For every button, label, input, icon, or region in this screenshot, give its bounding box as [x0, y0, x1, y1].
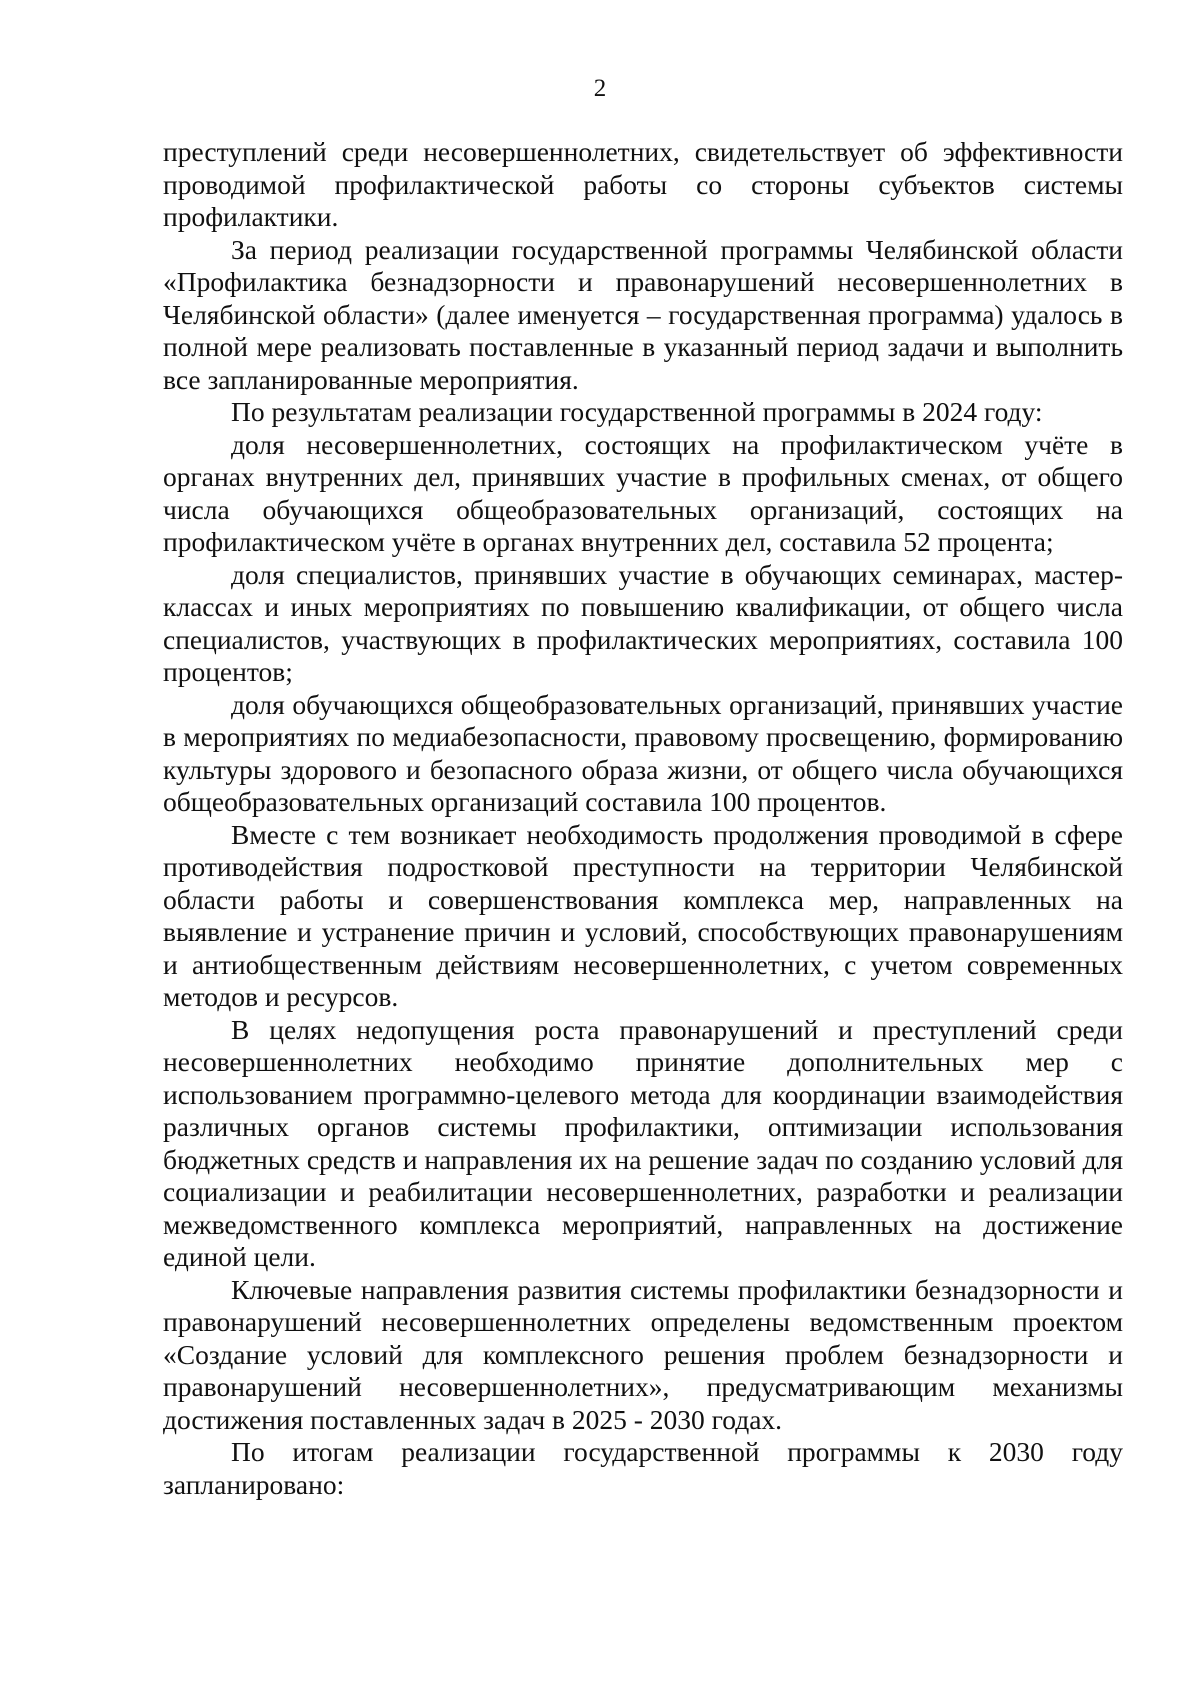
paragraph-minors-share: доля несовершеннолетних, состоящих на профилактическом учёте в органах внутренних дел, принявших участие в профильных сменах, от общего числа обучающихся общеобразовательных организаций, состоящих на профилактическом учёте в органах внутренних дел, составила 52 процента; — [163, 428, 1123, 557]
paragraph-necessity: Вместе с тем возникает необходимость продолжения проводимой в сфере противодействия подростковой преступности на территории Челябинской области работы и совершенствования комплекса мер, направленных на выявление и устранение причин и условий, способствующих правонарушениям и антиобщественным действиям несовершеннолетних, с учетом современных методов и ресурсов. — [163, 818, 1123, 1012]
document-body — [163, 136, 1123, 1501]
paragraph-key-directions: Ключевые направления развития системы профилактики безнадзорности и правонарушений несовершеннолетних определены ведомственным проектом «Создание условий для комплексного решения проблем безнадзорности и правонарушений несовершеннолетних», предусматривающим механизмы достижения поставленных задач в 2025 - 2030 годах. — [163, 1273, 1123, 1435]
paragraph-goals: В целях недопущения роста правонарушений и преступлений среди несовершеннолетних необходимо принятие дополнительных мер с использованием программно-целевого метода для координации взаимодействия различных органов системы профилактики, оптимизации использования бюджетных средств и направления их на решение задач по созданию условий для социализации и реабилитации несовершеннолетних, разработки и реализации межведомственного комплекса мероприятий, направленных на достижение единой цели. — [163, 1013, 1123, 1272]
paragraph-program-period: За период реализации государственной программы Челябинской области «Профилактика безнадзорности и правонарушений несовершеннолетних в Челябинской области» (далее именуется – государственная программа) удалось в полной мере реализовать поставленные в указанный период задачи и выполнить все запланированные мероприятия. — [163, 233, 1123, 395]
paragraph-planned-2030: По итогам реализации государственной программы к 2030 году запланировано: — [163, 1436, 1123, 1500]
page-number: 2 — [593, 75, 607, 102]
paragraph-students-share: доля обучающихся общеобразовательных организаций, принявших участие в мероприятиях по медиабезопасности, правовому просвещению, формированию культуры здорового и безопасного образа жизни, от общего числа обучающихся общеобразовательных организаций составила 100 процентов. — [163, 688, 1123, 817]
paragraph-specialists-share: доля специалистов, принявших участие в обучающих семинарах, мастер-классах и иных мероприятиях по повышению квалификации, от общего числа специалистов, участвующих в профилактических мероприятиях, составила 100 процентов; — [163, 558, 1123, 687]
paragraph-results-2024: По результатам реализации государственной программы в 2024 году: — [231, 396, 1043, 427]
paragraph-continuation: преступлений среди несовершеннолетних, свидетельствует об эффективности проводимой профилактической работы со стороны субъектов системы профилактики. — [163, 136, 1123, 232]
